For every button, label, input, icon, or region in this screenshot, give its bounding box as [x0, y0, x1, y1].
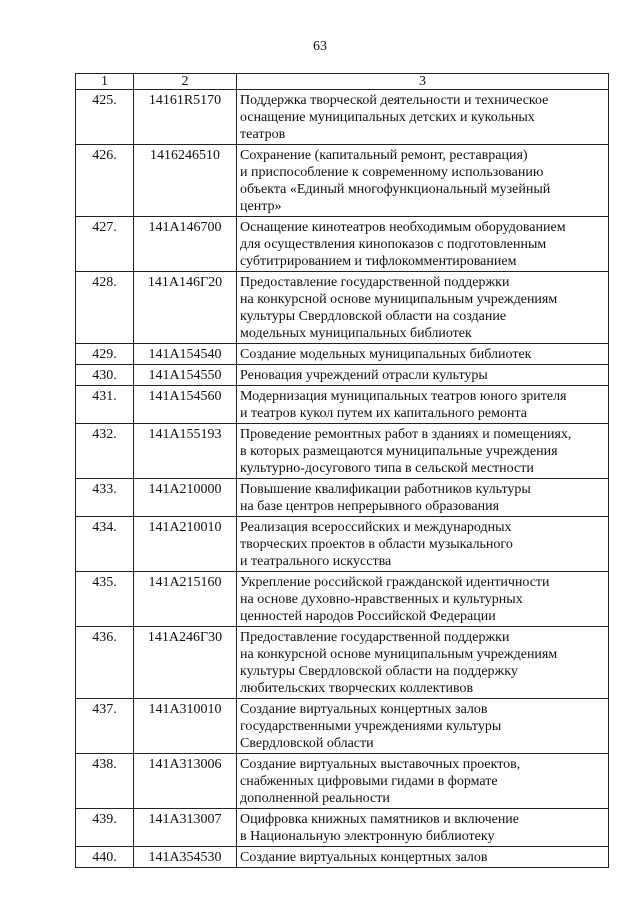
- budget-code: 14161R5170: [134, 90, 237, 145]
- table-header-row: [76, 74, 609, 90]
- description-line: культурно-досугового типа в сельской местности: [240, 461, 534, 476]
- table-row: [76, 217, 609, 272]
- row-number: 430.: [76, 365, 134, 386]
- code-description: [237, 754, 609, 809]
- description-line: на конкурсной основе муниципальным учреждениям: [240, 647, 558, 662]
- description-line: Создание виртуальных концертных залов: [240, 850, 488, 865]
- description-line: на основе духовно-нравственных и культурных: [240, 592, 523, 607]
- description-line: Свердловской области: [240, 736, 374, 751]
- table-row: [76, 365, 609, 386]
- description-line: творческих проектов в области музыкального: [240, 537, 513, 552]
- row-number: 440.: [76, 847, 134, 868]
- table-row: [76, 272, 609, 344]
- description-line: на конкурсной основе муниципальным учреждениям: [240, 292, 558, 307]
- row-number: 433.: [76, 479, 134, 517]
- row-number: 435.: [76, 572, 134, 627]
- budget-code: 141A155193: [134, 424, 237, 479]
- row-number: 438.: [76, 754, 134, 809]
- description-line: культуры Свердловской области на поддержку: [240, 664, 518, 679]
- description-line: Реновация учреждений отрасли культуры: [240, 368, 488, 383]
- description-line: на базе центров непрерывного образования: [240, 499, 500, 514]
- code-description: [237, 145, 609, 217]
- description-line: Предоставление государственной поддержки: [240, 630, 510, 645]
- description-line: Создание виртуальных концертных залов: [240, 702, 488, 717]
- row-number: 439.: [76, 809, 134, 847]
- description-line: центр»: [240, 199, 282, 214]
- code-description: [237, 627, 609, 699]
- table-row: [76, 90, 609, 145]
- budget-code-table: [75, 73, 609, 868]
- description-line: объекта «Единый многофункциональный музейный: [240, 182, 551, 197]
- description-line: Сохранение (капитальный ремонт, реставрация): [240, 148, 528, 163]
- row-number: 427.: [76, 217, 134, 272]
- description-line: Поддержка творческой деятельности и техническое: [240, 93, 549, 108]
- description-line: культуры Свердловской области на создание: [240, 309, 507, 324]
- description-line: и театров кукол путем их капитального ремонта: [240, 406, 527, 421]
- budget-code: 141A146700: [134, 217, 237, 272]
- code-description: [237, 517, 609, 572]
- code-description: [237, 479, 609, 517]
- description-line: дополненной реальности: [240, 791, 390, 806]
- description-line: Реализация всероссийских и международных: [240, 520, 512, 535]
- description-line: Модернизация муниципальных театров юного зрителя: [240, 389, 567, 404]
- column-header-3: 3: [237, 74, 609, 90]
- budget-code: 141A154560: [134, 386, 237, 424]
- budget-code: 1416246510: [134, 145, 237, 217]
- code-description: [237, 699, 609, 754]
- row-number: 428.: [76, 272, 134, 344]
- row-number: 437.: [76, 699, 134, 754]
- row-number: 429.: [76, 344, 134, 365]
- description-line: и театрального искусства: [240, 554, 392, 569]
- code-description: [237, 344, 609, 365]
- description-line: Создание модельных муниципальных библиотек: [240, 347, 532, 362]
- code-description: [237, 90, 609, 145]
- budget-code: 141A246Г30: [134, 627, 237, 699]
- description-line: Предоставление государственной поддержки: [240, 275, 510, 290]
- page-number: 63: [313, 39, 327, 54]
- table-row: [76, 754, 609, 809]
- row-number: 434.: [76, 517, 134, 572]
- table-row: [76, 517, 609, 572]
- description-line: для осуществления кинопоказов с подготовленным: [240, 237, 547, 252]
- code-description: [237, 365, 609, 386]
- table-row: [76, 699, 609, 754]
- description-line: оснащение муниципальных детских и кукольных: [240, 110, 535, 125]
- column-header-2: 2: [134, 74, 237, 90]
- code-description: [237, 272, 609, 344]
- description-line: Проведение ремонтных работ в зданиях и помещениях,: [240, 427, 572, 442]
- code-description: [237, 847, 609, 868]
- code-description: [237, 217, 609, 272]
- description-line: Оцифровка книжных памятников и включение: [240, 812, 520, 827]
- budget-code: 141A215160: [134, 572, 237, 627]
- row-number: 426.: [76, 145, 134, 217]
- table-row: [76, 344, 609, 365]
- column-header-1: 1: [76, 74, 134, 90]
- table-row: [76, 847, 609, 868]
- code-description: [237, 572, 609, 627]
- table-row: [76, 627, 609, 699]
- description-line: Создание виртуальных выставочных проектов,: [240, 757, 521, 772]
- description-line: Повышение квалификации работников культуры: [240, 482, 531, 497]
- table-row: [76, 572, 609, 627]
- budget-code: 141A313007: [134, 809, 237, 847]
- table-row: [76, 145, 609, 217]
- budget-code: 141A146Г20: [134, 272, 237, 344]
- description-line: государственными учреждениями культуры: [240, 719, 502, 734]
- description-line: и приспособление к современному использованию: [240, 165, 544, 180]
- row-number: 425.: [76, 90, 134, 145]
- description-line: снабженных цифровыми гидами в формате: [240, 774, 498, 789]
- table-row: [76, 479, 609, 517]
- description-line: модельных муниципальных библиотек: [240, 326, 472, 341]
- description-line: ценностей народов Российской Федерации: [240, 609, 496, 624]
- code-description: [237, 809, 609, 847]
- code-description: [237, 424, 609, 479]
- budget-code: 141A154540: [134, 344, 237, 365]
- budget-code: 141A154550: [134, 365, 237, 386]
- table-row: [76, 386, 609, 424]
- row-number: 436.: [76, 627, 134, 699]
- description-line: субтитрированием и тифлокомментированием: [240, 254, 517, 269]
- description-line: в Национальную электронную библиотеку: [240, 829, 495, 844]
- description-line: Укрепление российской гражданской идентичности: [240, 575, 550, 590]
- row-number: 432.: [76, 424, 134, 479]
- description-line: в которых размещаются муниципальные учреждения: [240, 444, 558, 459]
- description-line: театров: [240, 127, 286, 142]
- budget-code: 141A210010: [134, 517, 237, 572]
- table-body: [76, 90, 609, 868]
- budget-code: 141A313006: [134, 754, 237, 809]
- budget-code: 141A310010: [134, 699, 237, 754]
- budget-code: 141A354530: [134, 847, 237, 868]
- description-line: любительских творческих коллективов: [240, 681, 474, 696]
- code-description: [237, 386, 609, 424]
- table-row: [76, 424, 609, 479]
- table-row: [76, 809, 609, 847]
- row-number: 431.: [76, 386, 134, 424]
- description-line: Оснащение кинотеатров необходимым оборудованием: [240, 220, 566, 235]
- budget-code: 141A210000: [134, 479, 237, 517]
